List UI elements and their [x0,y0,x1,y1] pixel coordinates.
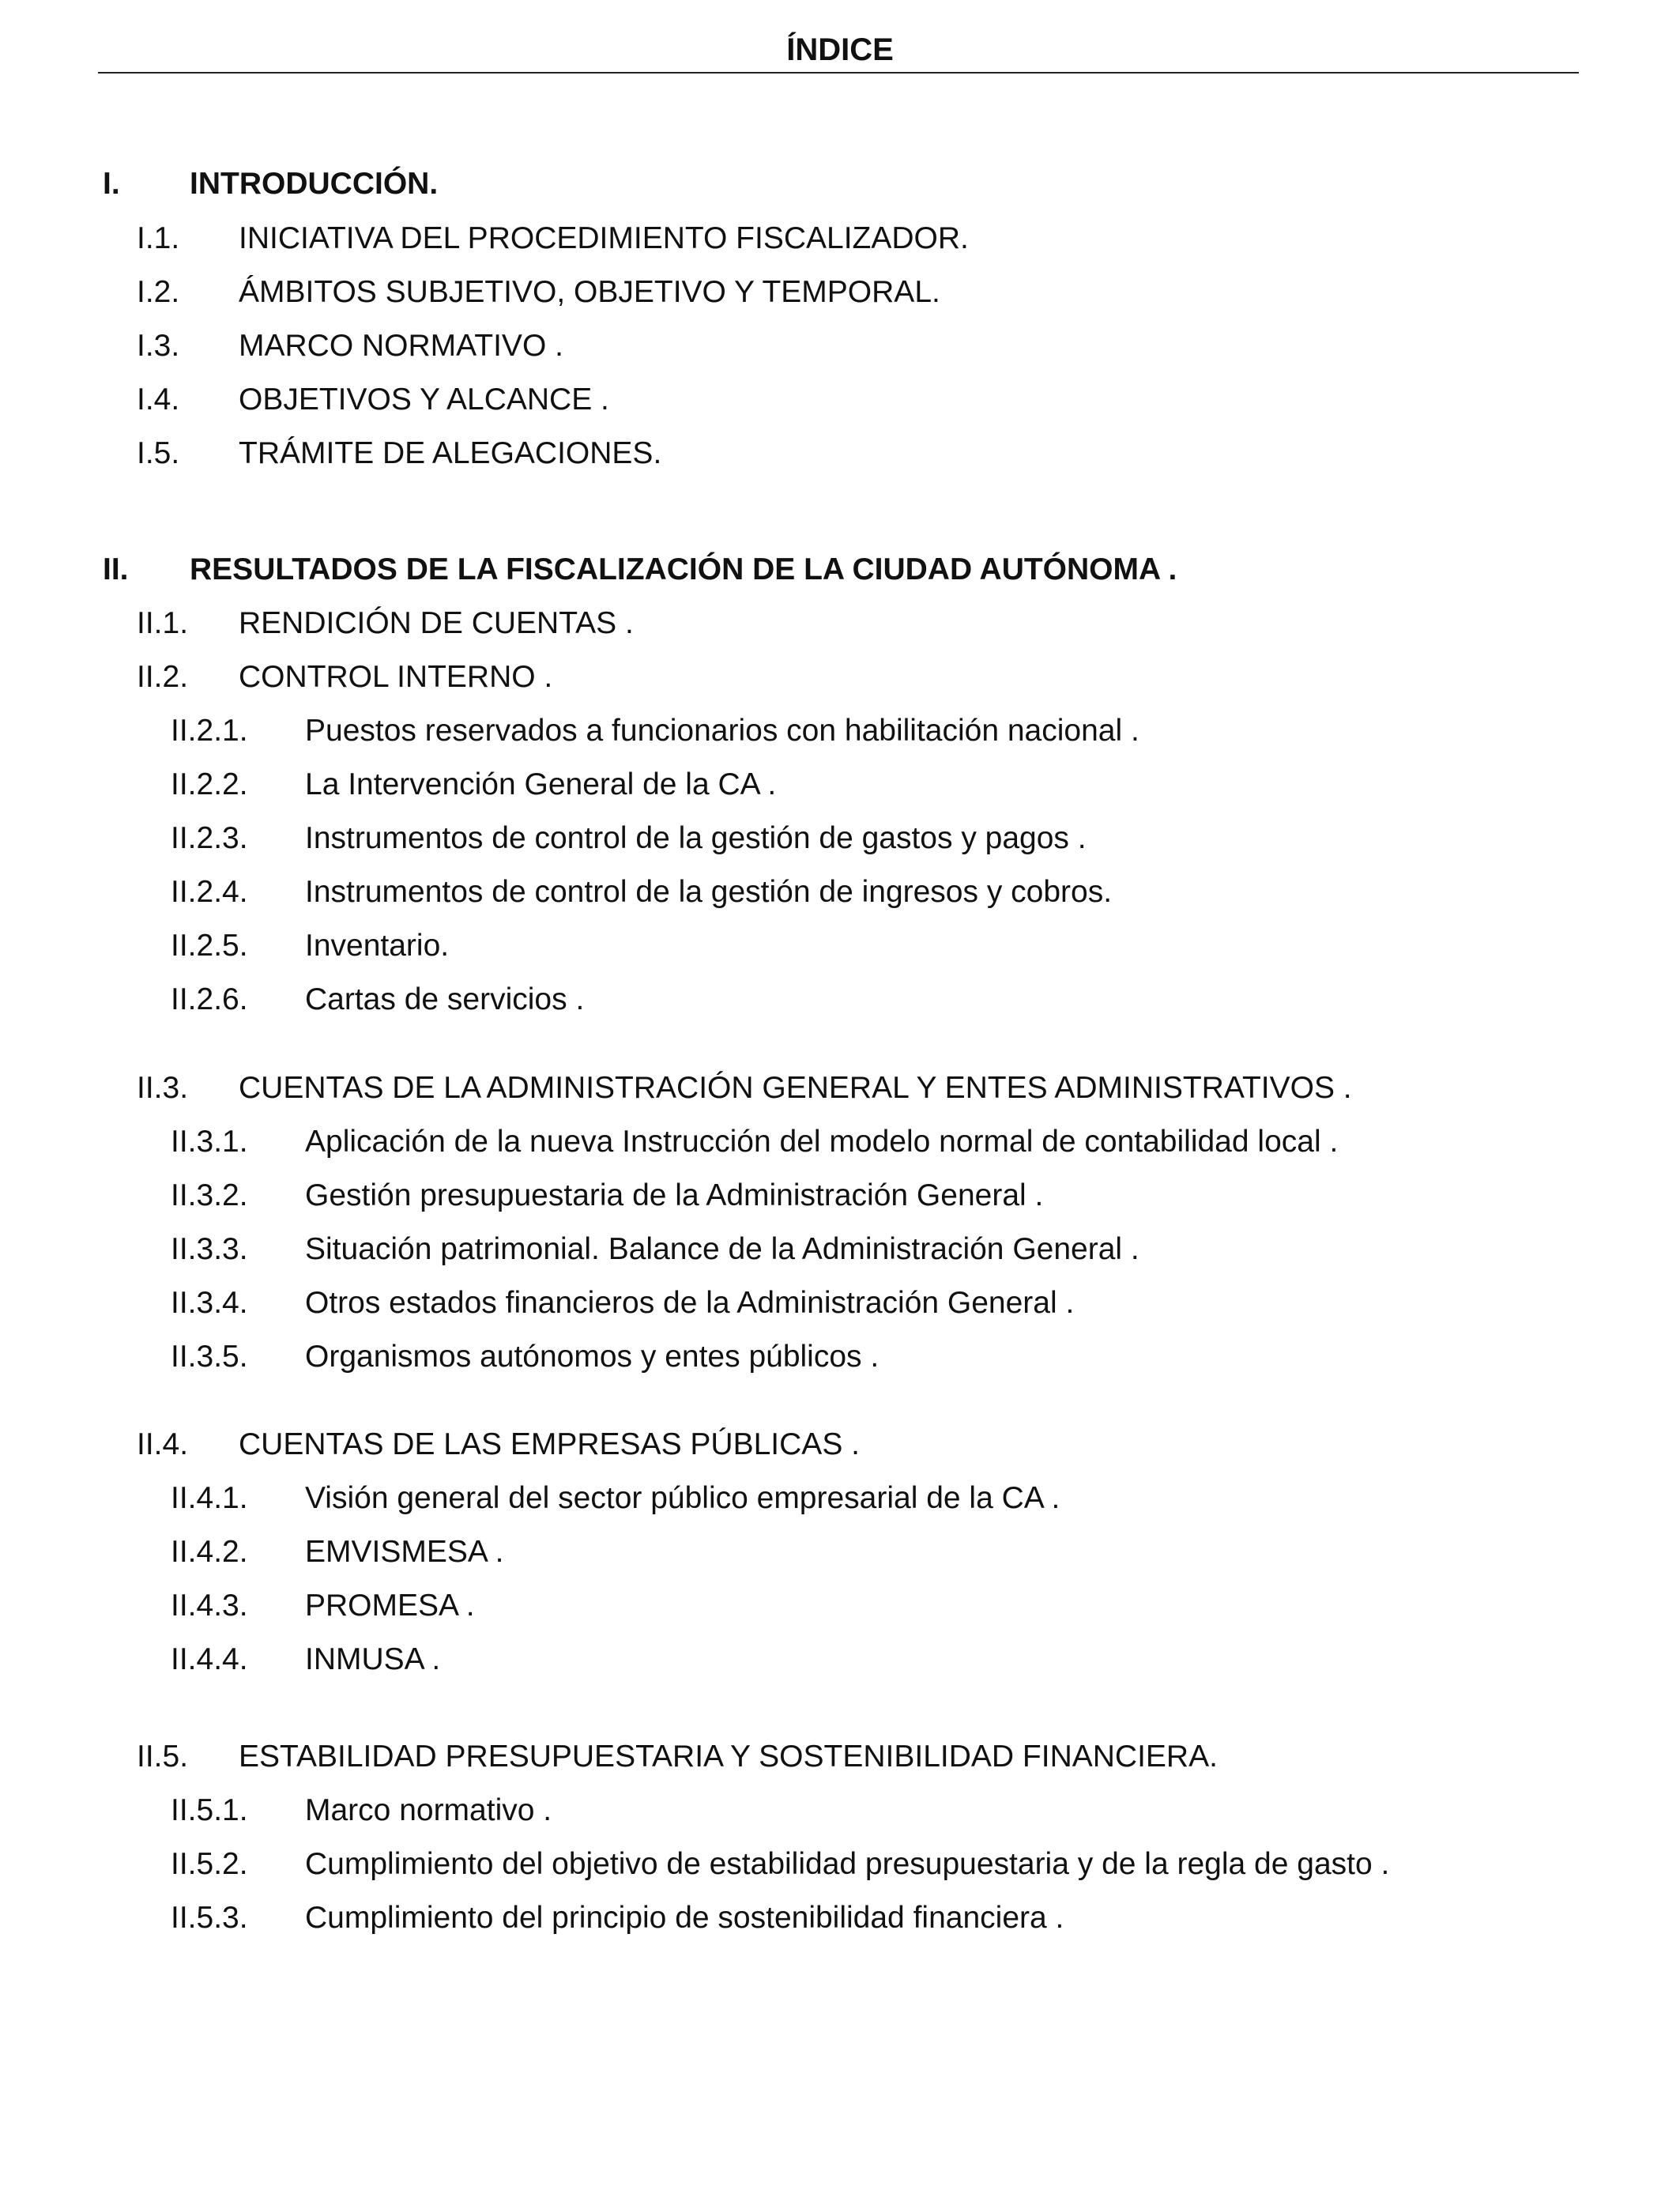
toc-entry-title: Situación patrimonial. Balance de la Administración General . [305,1232,1139,1266]
toc-entry-number: II.3. [137,1071,189,1105]
toc-entry-title: INMUSA . [305,1642,441,1676]
toc-entry-number: II.3.3. [171,1232,248,1266]
toc-entry-title: Organismos autónomos y entes públicos . [305,1340,880,1374]
toc-entry-number: II.2.4. [171,875,248,909]
toc-entry-title: CUENTAS DE LAS EMPRESAS PÚBLICAS . [239,1427,860,1461]
toc-entry-title: ÁMBITOS SUBJETIVO, OBJETIVO Y TEMPORAL. [239,275,940,309]
toc-entry-number: II.5. [137,1740,189,1774]
toc-entry-title: Instrumentos de control de la gestión de ingresos y cobros. [305,875,1113,909]
toc-entry-title: Instrumentos de control de la gestión de gastos y pagos . [305,821,1087,855]
toc-entry-title: Puestos reservados a funcionarios con habilitación nacional . [305,714,1139,748]
toc-entry-title: EMVISMESA . [305,1535,504,1569]
toc-entry-title: RENDICIÓN DE CUENTAS . [239,606,634,640]
toc-entry-number: II.4.4. [171,1642,248,1676]
toc-entry-number: II.3.1. [171,1125,248,1159]
toc-entry-title: Cumplimiento del objetivo de estabilidad presupuestaria y de la regla de gasto . [305,1847,1390,1881]
toc-entry-number: I.2. [137,275,180,309]
toc-entry-number: II.4.1. [171,1481,248,1515]
toc-entry-number: II.2.2. [171,767,248,801]
toc-entry-title: Visión general del sector público empresarial de la CA . [305,1481,1060,1515]
toc-entry-title: Cartas de servicios . [305,982,585,1016]
toc-entry-number: II.2.5. [171,929,248,963]
toc-entry-number: II.4.2. [171,1535,248,1569]
toc-entry-number: II.4.3. [171,1589,248,1623]
toc-entry-number: II.3.4. [171,1286,248,1320]
toc-entry-number: II.5.2. [171,1847,248,1881]
toc-entry-number: II.3.5. [171,1340,248,1374]
toc-entry-number: II.5.3. [171,1901,248,1935]
toc-entry-title: CUENTAS DE LA ADMINISTRACIÓN GENERAL Y ENTES ADMINISTRATIVOS . [239,1071,1352,1105]
page-title: ÍNDICE [786,32,894,67]
toc-entry-number: II.2. [137,660,189,694]
toc-entry-title: INICIATIVA DEL PROCEDIMIENTO FISCALIZADOR. [239,221,969,255]
toc-entry-title: Inventario. [305,929,450,963]
toc-entry-number: II.1. [137,606,189,640]
title-divider [98,72,1579,74]
toc-entry-number: I.1. [137,221,180,255]
toc-entry-number: I.3. [137,329,180,363]
toc-entry-number: II.4. [137,1427,189,1461]
toc-entry-number: II.3.2. [171,1178,248,1212]
toc-entry-title: La Intervención General de la CA . [305,767,777,801]
toc-entry-title: CONTROL INTERNO . [239,660,553,694]
toc-entry-title: OBJETIVOS Y ALCANCE . [239,383,609,417]
toc-entry-title: PROMESA . [305,1589,475,1623]
toc-entry-title: INTRODUCCIÓN. [190,167,439,201]
toc-entry-number: II.2.3. [171,821,248,855]
toc-entry-number: I. [103,167,120,201]
toc-entry-title: TRÁMITE DE ALEGACIONES. [239,436,662,470]
toc-entry-title: Marco normativo . [305,1793,552,1827]
toc-entry-title: MARCO NORMATIVO . [239,329,563,363]
toc-entry-title: Aplicación de la nueva Instrucción del modelo normal de contabilidad local . [305,1125,1339,1159]
toc-entry-title: Otros estados financieros de la Administración General . [305,1286,1075,1320]
toc-entry-number: I.4. [137,383,180,417]
toc-entry-number: II. [103,552,129,586]
toc-entry-title: RESULTADOS DE LA FISCALIZACIÓN DE LA CIUDAD AUTÓNOMA . [190,552,1177,586]
toc-entry-number: II.5.1. [171,1793,248,1827]
toc-entry-title: Cumplimiento del principio de sostenibilidad financiera . [305,1901,1064,1935]
toc-entry-title: Gestión presupuestaria de la Administración General . [305,1178,1044,1212]
toc-entry-number: II.2.6. [171,982,248,1016]
toc-entry-number: I.5. [137,436,180,470]
toc-entry-number: II.2.1. [171,714,248,748]
toc-entry-title: ESTABILIDAD PRESUPUESTARIA Y SOSTENIBILIDAD FINANCIERA. [239,1740,1218,1774]
